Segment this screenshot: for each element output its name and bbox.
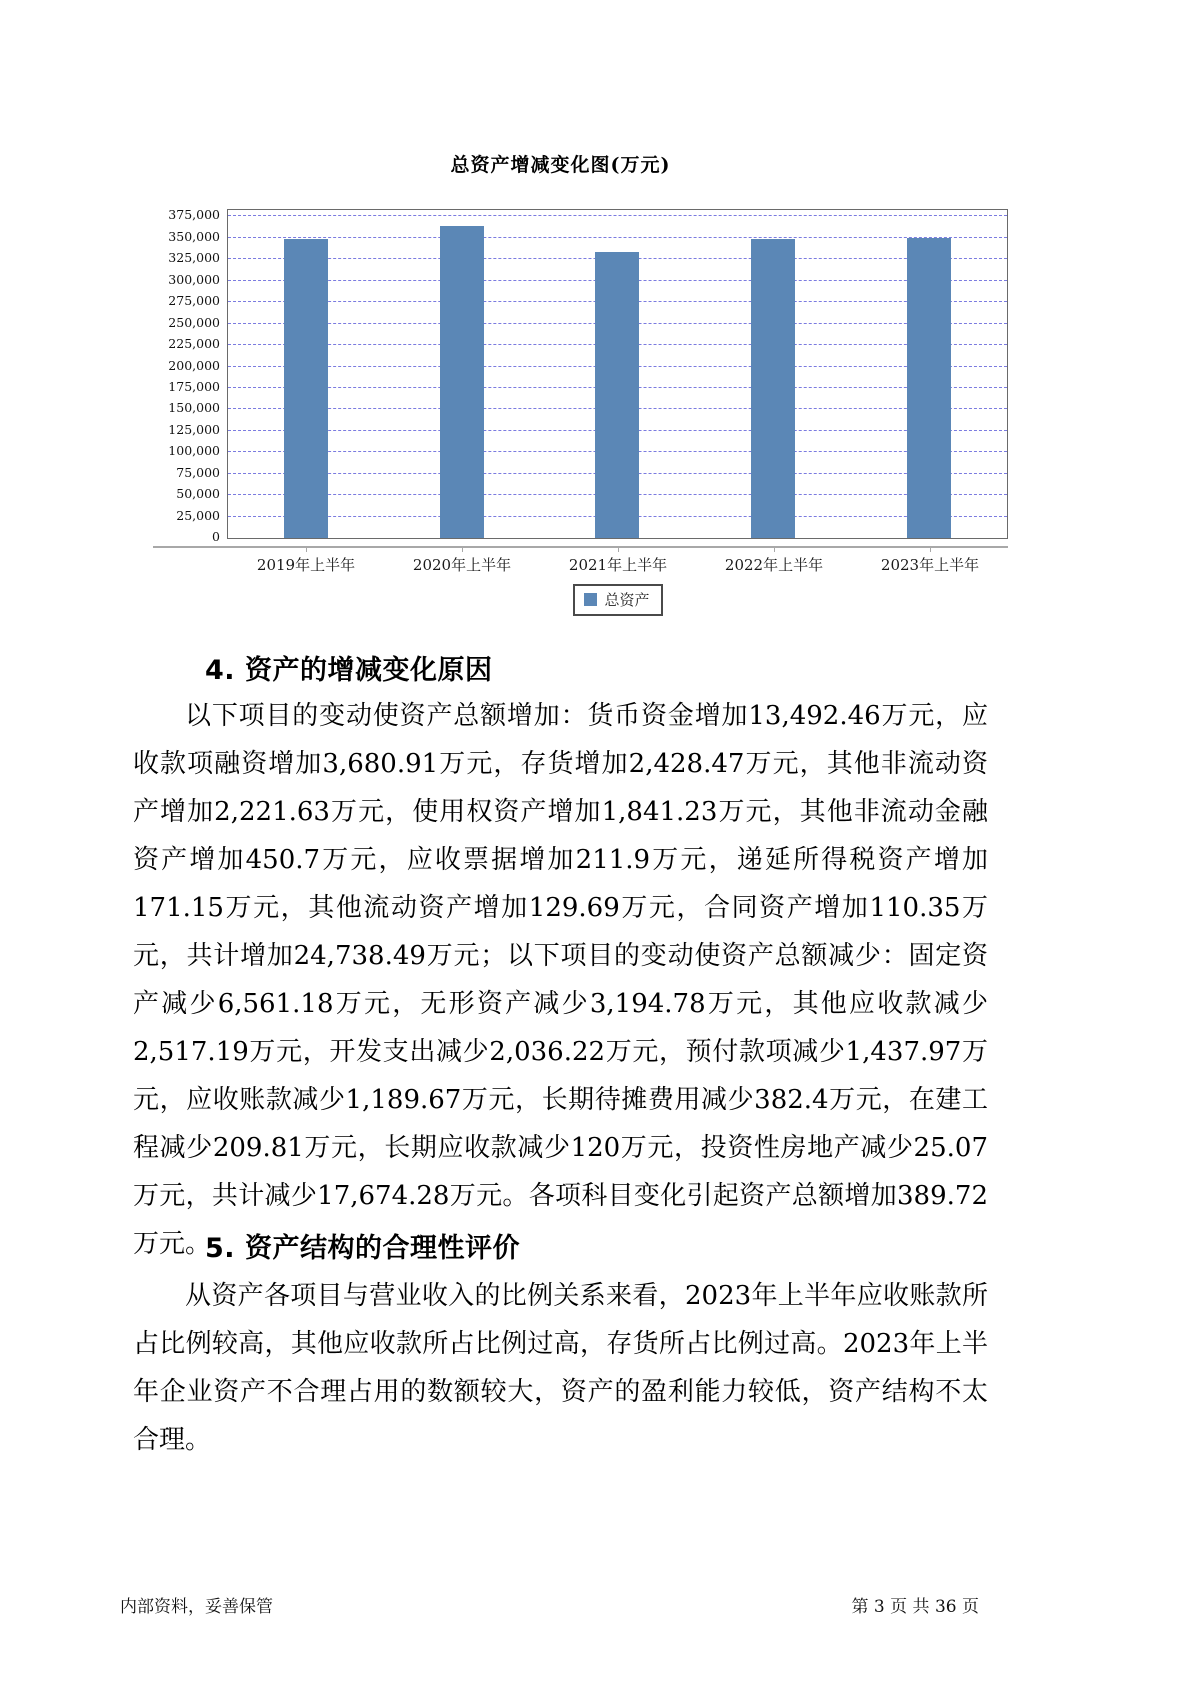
y-tick-label: 25,000 <box>176 507 220 523</box>
x-category-label: 2023年上半年 <box>880 556 980 574</box>
chart-body <box>153 207 1008 544</box>
bar <box>284 239 328 538</box>
bar <box>595 252 639 538</box>
total-assets-bar-chart <box>153 150 1008 616</box>
y-tick-label: 250,000 <box>168 314 220 330</box>
legend-swatch <box>584 593 597 606</box>
x-axis-line <box>153 546 1008 552</box>
x-tick-mark <box>618 548 619 552</box>
y-tick-label: 175,000 <box>168 378 220 394</box>
page-footer <box>120 1592 979 1617</box>
x-tick-mark <box>930 548 931 552</box>
y-tick-label: 225,000 <box>168 336 220 352</box>
x-category-label: 2022年上半年 <box>724 556 824 574</box>
x-tick-column <box>540 548 696 552</box>
asset-change-reasons-paragraph: 以下项目的变动使资产总额增加：货币资金增加13,492.46万元，应收款项融资增加3,680.91万元，存货增加2,428.47万元，其他非流动资产增加2,221.63万元，使用权资产增加1,841.23万元，其他非流动金融资产增加450.7万元，应收票据增加211.9万元，递延所得税资产增加171.15万元，其他流动资产增加129.69万元，合同资产增加110.35万元，共计增加24,738.49万元；以下项目的变动使资产总额减少：固定资产减少6,561.18万元，无形资产减少3,194.78万元，其他应收款减少2,517.19万元，开发支出减少2,036.22万元，预付款项减少1,437.97万元，应收账款减少1,189.67万元，长期待摊费用减少382.4万元，在建工程减少209.81万元，长期应收款减少120万元，投资性房地产减少25.07万元，共计减少17,674.28万元。各项科目变化引起资产总额增加389.72万元。 <box>133 701 988 1259</box>
bar <box>751 239 795 538</box>
y-tick-label: 150,000 <box>168 400 220 416</box>
bar-column <box>851 210 1007 538</box>
y-tick-label: 75,000 <box>176 464 220 480</box>
x-tick-column <box>384 548 540 552</box>
x-tick-mark <box>462 548 463 552</box>
legend <box>573 584 662 616</box>
y-axis <box>153 207 227 544</box>
x-category-label: 2021年上半年 <box>568 556 668 574</box>
bar <box>907 238 951 538</box>
x-tick-mark <box>306 548 307 552</box>
legend-row <box>228 584 1008 616</box>
x-axis-labels <box>228 554 1008 575</box>
y-tick-label: 375,000 <box>168 207 220 223</box>
y-tick-label: 350,000 <box>168 228 220 244</box>
bar-column <box>540 210 696 538</box>
x-category-label: 2019年上半年 <box>256 556 356 574</box>
bar-column <box>228 210 384 538</box>
x-tick-column <box>228 548 384 552</box>
bar-column <box>695 210 851 538</box>
y-tick-label: 300,000 <box>168 271 220 287</box>
y-tick-label: 0 <box>212 529 220 544</box>
bar <box>440 226 484 538</box>
plot-area <box>227 209 1008 539</box>
footer-page-number: 第 3 页 共 36 页 <box>851 1597 979 1617</box>
section-heading-asset-structure-evaluation: 5. 资产结构的合理性评价 <box>205 1233 520 1264</box>
y-tick-label: 100,000 <box>168 443 220 459</box>
x-axis-ticks <box>228 548 1008 552</box>
chart-title: 总资产增减变化图(万元) <box>450 154 671 176</box>
section-heading-asset-change-reasons: 4. 资产的增减变化原因 <box>205 655 493 686</box>
asset-structure-evaluation-paragraph: 从资产各项目与营业收入的比例关系来看，2023年上半年应收账款所占比例较高，其他应收款所占比例过高，存货所占比例过高。2023年上半年企业资产不合理占用的数额较大，资产的盈利能力较低，资产结构不太合理。 <box>133 1281 988 1455</box>
legend-label: 总资产 <box>604 591 650 609</box>
y-tick-label: 325,000 <box>168 250 220 266</box>
bar-column <box>384 210 540 538</box>
y-tick-label: 125,000 <box>168 421 220 437</box>
footer-confidential-note: 内部资料，妥善保管 <box>120 1597 273 1617</box>
x-tick-column <box>696 548 852 552</box>
y-tick-label: 200,000 <box>168 357 220 373</box>
y-tick-label: 50,000 <box>176 486 220 502</box>
x-tick-column <box>852 548 1008 552</box>
x-tick-mark <box>774 548 775 552</box>
x-category-label: 2020年上半年 <box>412 556 512 574</box>
y-tick-label: 275,000 <box>168 293 220 309</box>
bar-series <box>228 210 1007 538</box>
